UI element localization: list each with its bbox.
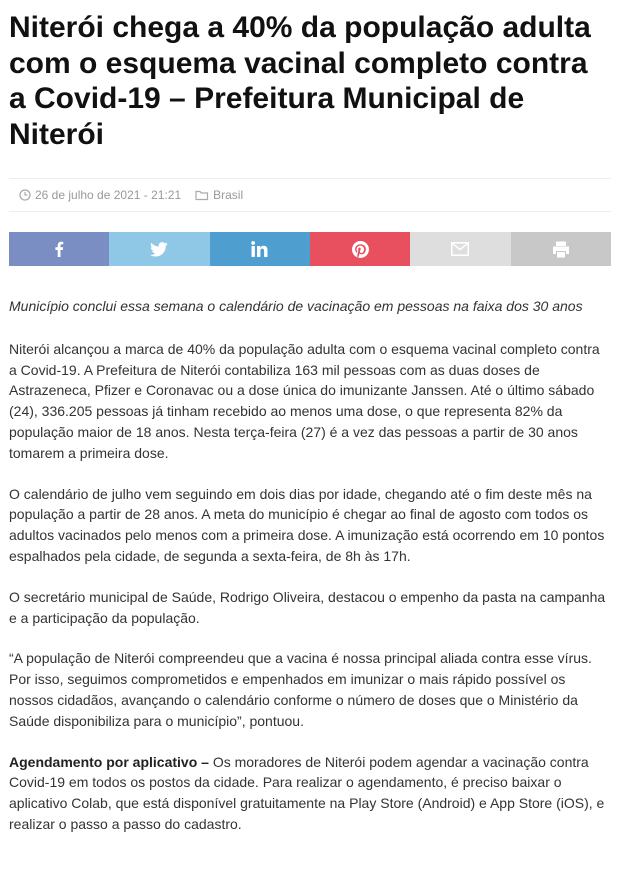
pinterest-icon [352,241,369,258]
share-email-button[interactable] [410,232,510,266]
share-linkedin-button[interactable] [210,232,310,266]
article-paragraph: “A população de Niterói compreendeu que a vacina é nossa principal aliada contra esse vírus. Por isso, seguimos comprometidos e empenhados em imunizar o mais rápido possível os nossos cidadãos, avançando o calendário conforme o número de doses que o Ministério da Saúde disponibiliza para o município”, pontuou. [9,650,592,729]
article-paragraph: O secretário municipal de Saúde, Rodrigo Oliveira, destacou o empenho da pasta na campanha e a participação da população. [9,588,606,626]
article-paragraph: O calendário de julho vem seguindo em dois dias por idade, chegando até o fim deste mês na população a partir de 28 anos. A meta do município é chegar ao final de agosto com todos os adultos vacinados pelo menos com a primeira dose. A imunização está ocorrendo em 10 pontos espalhados pela cidade, de segunda a sexta-feira, de 8h às 17h. [9,485,605,564]
email-icon [451,242,469,256]
share-bar [9,232,611,266]
article-paragraph: Niterói alcançou a marca de 40% da população adulta com o esquema vacinal completo contra a Covid-19. A Prefeitura de Niterói contabiliza 163 mil pessoas com as duas doses de Astrazeneca, Pfizer e Coronavac ou a dose única do imunizante Janssen. Até o último sábado (24), 336.205 pessoas já tinham recebido ao menos uma dose, o que representa 82% da população maior de 18 anos. Nesta terça-feira (27) é a vez das pessoas a partir de 30 anos tomarem a primeira dose. [9,340,600,461]
article-meta [9,178,611,212]
print-button[interactable] [511,232,611,266]
scheduling-heading: Agendamento por aplicativo – [9,753,209,770]
scheduling-text: Os moradores de Niterói podem agendar a vacinação contra Covid-19 em todos os postos da cidade. Para realizar o agendamento, é preciso baixar o aplicativo Colab, que está disponível gratuitamente na Play Store (Android) e App Store (iOS), e realizar o passo a passo do cadastro. [9,753,605,832]
print-icon [552,241,570,258]
clock-icon [19,189,31,201]
article-category[interactable] [195,188,243,202]
folder-icon [195,190,209,201]
article-content [9,296,611,835]
article-paragraph-scheduling [9,752,611,835]
article-category-text[interactable]: Brasil [213,188,244,202]
linkedin-icon [251,241,268,257]
article-lead: Município conclui essa semana o calendário de vacinação em pessoas na faixa dos 30 anos [9,298,583,314]
article-title: Niterói chega a 40% da população adulta com o esquema vacinal completo contra a Covid-19 – Prefeitura Municipal de Niterói [9,11,591,151]
share-twitter-button[interactable] [109,232,209,266]
share-pinterest-button[interactable] [310,232,410,266]
facebook-icon [54,241,64,257]
article-date [19,188,181,202]
article-date-text: 26 de julho de 2021 - 21:21 [35,188,182,202]
share-facebook-button[interactable] [9,232,109,266]
twitter-icon [150,242,168,257]
